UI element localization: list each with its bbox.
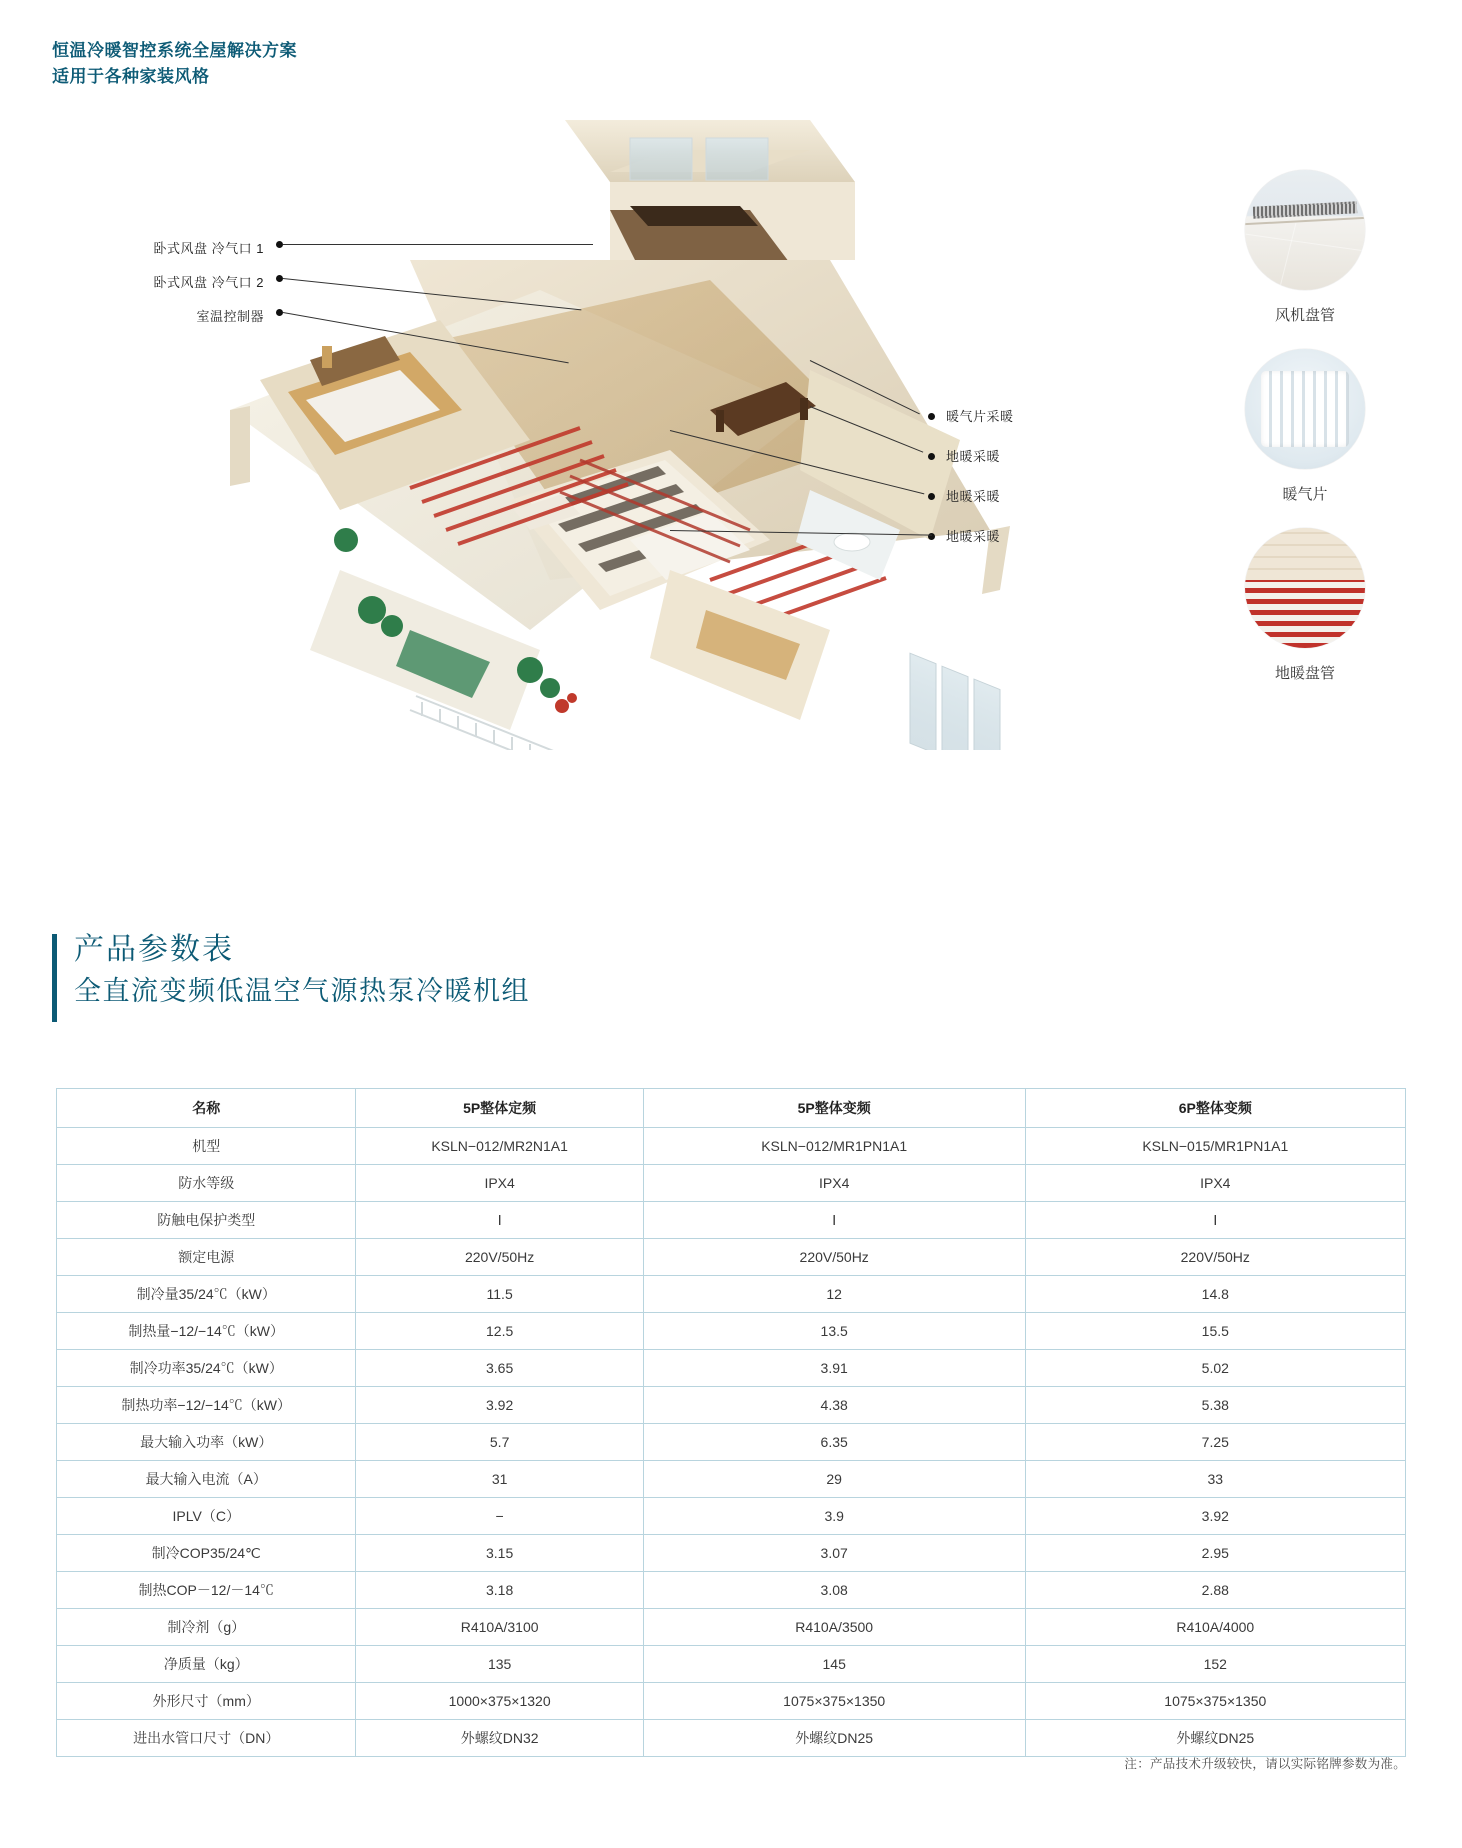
- table-row-label: 制冷量35/24℃（kW）: [57, 1276, 356, 1313]
- callout-label-room-thermostat: 室温控制器: [196, 309, 264, 324]
- table-row: [57, 1572, 1406, 1609]
- callout-label-floor-heating-3: 地暖采暖: [946, 529, 1001, 544]
- thumbnail-floor-heating: [1210, 528, 1400, 683]
- table-cell: 12: [643, 1276, 1025, 1313]
- table-cell: 3.92: [1025, 1498, 1405, 1535]
- table-cell: 3.08: [643, 1572, 1025, 1609]
- table-cell: 6.35: [643, 1424, 1025, 1461]
- table-body: [57, 1128, 1406, 1757]
- table-header-cell: 5P整体定频: [356, 1089, 643, 1128]
- table-cell: 外螺纹DN25: [643, 1720, 1025, 1757]
- section-subtitle: 全直流变频低温空气源热泵冷暖机组: [74, 975, 530, 1006]
- table-cell: 11.5: [356, 1276, 643, 1313]
- table-header-cell: 5P整体变频: [643, 1089, 1025, 1128]
- spec-table: [56, 1088, 1406, 1757]
- floor-heating-pipe-icon: [1245, 528, 1365, 648]
- table-cell: 29: [643, 1461, 1025, 1498]
- table-row-label: 外形尺寸（mm）: [57, 1683, 356, 1720]
- table-row-label: 制冷剂（g）: [57, 1609, 356, 1646]
- table-row: [57, 1239, 1406, 1276]
- floorplan-image: [110, 110, 1110, 750]
- table-row-label: 机型: [57, 1128, 356, 1165]
- table-cell: 33: [1025, 1461, 1405, 1498]
- table-row: [57, 1128, 1406, 1165]
- table-row-label: 进出水管口尺寸（DN）: [57, 1720, 356, 1757]
- table-cell: 5.7: [356, 1424, 643, 1461]
- table-cell: 3.15: [356, 1535, 643, 1572]
- thumbnail-caption-radiator: 暖气片: [1282, 486, 1328, 503]
- table-row: [57, 1424, 1406, 1461]
- table-row-label: 最大输入电流（A）: [57, 1461, 356, 1498]
- table-row-label: 防水等级: [57, 1165, 356, 1202]
- thumbnail-caption-fan-coil: 风机盘管: [1274, 307, 1335, 324]
- table-cell: Ⅰ: [643, 1202, 1025, 1239]
- table-header-row: [57, 1089, 1406, 1128]
- header-line-1: 恒温冷暖智控系统全屋解决方案: [52, 41, 297, 60]
- spec-table-wrapper: [56, 1088, 1406, 1757]
- table-cell: 3.07: [643, 1535, 1025, 1572]
- table-row: [57, 1609, 1406, 1646]
- product-thumbnail-list: [1210, 170, 1400, 707]
- table-cell: KSLN−015/MR1PN1A1: [1025, 1128, 1405, 1165]
- table-cell: 145: [643, 1646, 1025, 1683]
- table-cell: 14.8: [1025, 1276, 1405, 1313]
- table-cell: 4.38: [643, 1387, 1025, 1424]
- table-cell: IPX4: [356, 1165, 643, 1202]
- table-row: [57, 1720, 1406, 1757]
- callout-label-horizontal-fan-coil-1: 卧式风盘 冷气口 1: [153, 241, 264, 256]
- table-row: [57, 1165, 1406, 1202]
- callout-label-floor-heating-1: 地暖采暖: [946, 449, 1001, 464]
- table-row: [57, 1387, 1406, 1424]
- table-header-cell: 6P整体变频: [1025, 1089, 1405, 1128]
- table-cell: IPX4: [643, 1165, 1025, 1202]
- table-row: [57, 1202, 1406, 1239]
- table-row-label: 净质量（kg）: [57, 1646, 356, 1683]
- table-cell: 5.38: [1025, 1387, 1405, 1424]
- thumbnail-radiator: [1210, 349, 1400, 504]
- table-row: [57, 1535, 1406, 1572]
- table-row-label: 最大输入功率（kW）: [57, 1424, 356, 1461]
- table-row-label: 制热功率−12/−14℃（kW）: [57, 1387, 356, 1424]
- table-row-label: 制热COP－12/－14℃: [57, 1572, 356, 1609]
- table-cell: 3.9: [643, 1498, 1025, 1535]
- table-cell: 5.02: [1025, 1350, 1405, 1387]
- table-row: [57, 1313, 1406, 1350]
- table-cell: 220V/50Hz: [643, 1239, 1025, 1276]
- table-cell: 1075×375×1350: [1025, 1683, 1405, 1720]
- thumbnail-fan-coil: [1210, 170, 1400, 325]
- table-cell: KSLN−012/MR2N1A1: [356, 1128, 643, 1165]
- section-heading: [52, 928, 530, 1011]
- table-cell: 3.18: [356, 1572, 643, 1609]
- table-cell: 1000×375×1320: [356, 1683, 643, 1720]
- table-cell: Ⅰ: [356, 1202, 643, 1239]
- table-cell: 1075×375×1350: [643, 1683, 1025, 1720]
- section-title: 产品参数表: [74, 933, 234, 966]
- table-cell: R410A/4000: [1025, 1609, 1405, 1646]
- table-cell: 外螺纹DN32: [356, 1720, 643, 1757]
- page-header: [52, 38, 297, 91]
- radiator-icon: [1245, 349, 1365, 469]
- table-footnote: 注：产品技术升级较快，请以实际铭牌参数为准。: [1124, 1757, 1406, 1771]
- table-row-label: 制冷COP35/24℃: [57, 1535, 356, 1572]
- table-row: [57, 1646, 1406, 1683]
- table-row: [57, 1276, 1406, 1313]
- table-cell: Ⅰ: [1025, 1202, 1405, 1239]
- floorplan-illustration: [110, 110, 1110, 750]
- callout-label-floor-heating-2: 地暖采暖: [946, 489, 1001, 504]
- table-cell: 7.25: [1025, 1424, 1405, 1461]
- callout-dot-6: [928, 493, 935, 500]
- callout-dot-1: [276, 241, 283, 248]
- table-row-label: IPLV（C）: [57, 1498, 356, 1535]
- table-cell: KSLN−012/MR1PN1A1: [643, 1128, 1025, 1165]
- table-cell: 31: [356, 1461, 643, 1498]
- table-cell: −: [356, 1498, 643, 1535]
- callout-dot-4: [928, 413, 935, 420]
- table-cell: 2.95: [1025, 1535, 1405, 1572]
- table-cell: 220V/50Hz: [1025, 1239, 1405, 1276]
- table-row-label: 制冷功率35/24℃（kW）: [57, 1350, 356, 1387]
- table-cell: IPX4: [1025, 1165, 1405, 1202]
- table-cell: 13.5: [643, 1313, 1025, 1350]
- callout-leader-1: [283, 244, 593, 245]
- table-header-cell: 名称: [57, 1089, 356, 1128]
- table-cell: 3.92: [356, 1387, 643, 1424]
- table-row: [57, 1461, 1406, 1498]
- header-line-2: 适用于各种家装风格: [52, 67, 210, 87]
- callout-label-horizontal-fan-coil-2: 卧式风盘 冷气口 2: [153, 275, 264, 290]
- table-cell: 15.5: [1025, 1313, 1405, 1350]
- table-cell: 3.65: [356, 1350, 643, 1387]
- table-row-label: 额定电源: [57, 1239, 356, 1276]
- table-cell: 220V/50Hz: [356, 1239, 643, 1276]
- fan-coil-icon: [1245, 170, 1365, 290]
- table-row-label: 制热量−12/−14℃（kW）: [57, 1313, 356, 1350]
- callout-dot-5: [928, 453, 935, 460]
- table-cell: R410A/3500: [643, 1609, 1025, 1646]
- table-cell: 135: [356, 1646, 643, 1683]
- table-cell: 外螺纹DN25: [1025, 1720, 1405, 1757]
- thumbnail-caption-floor-heating: 地暖盘管: [1274, 665, 1335, 682]
- table-cell: 2.88: [1025, 1572, 1405, 1609]
- table-row-label: 防触电保护类型: [57, 1202, 356, 1239]
- table-row: [57, 1683, 1406, 1720]
- callout-label-radiator-heating: 暖气片采暖: [946, 409, 1014, 424]
- table-cell: R410A/3100: [356, 1609, 643, 1646]
- table-cell: 152: [1025, 1646, 1405, 1683]
- table-cell: 12.5: [356, 1313, 643, 1350]
- table-row: [57, 1498, 1406, 1535]
- table-row: [57, 1350, 1406, 1387]
- table-cell: 3.91: [643, 1350, 1025, 1387]
